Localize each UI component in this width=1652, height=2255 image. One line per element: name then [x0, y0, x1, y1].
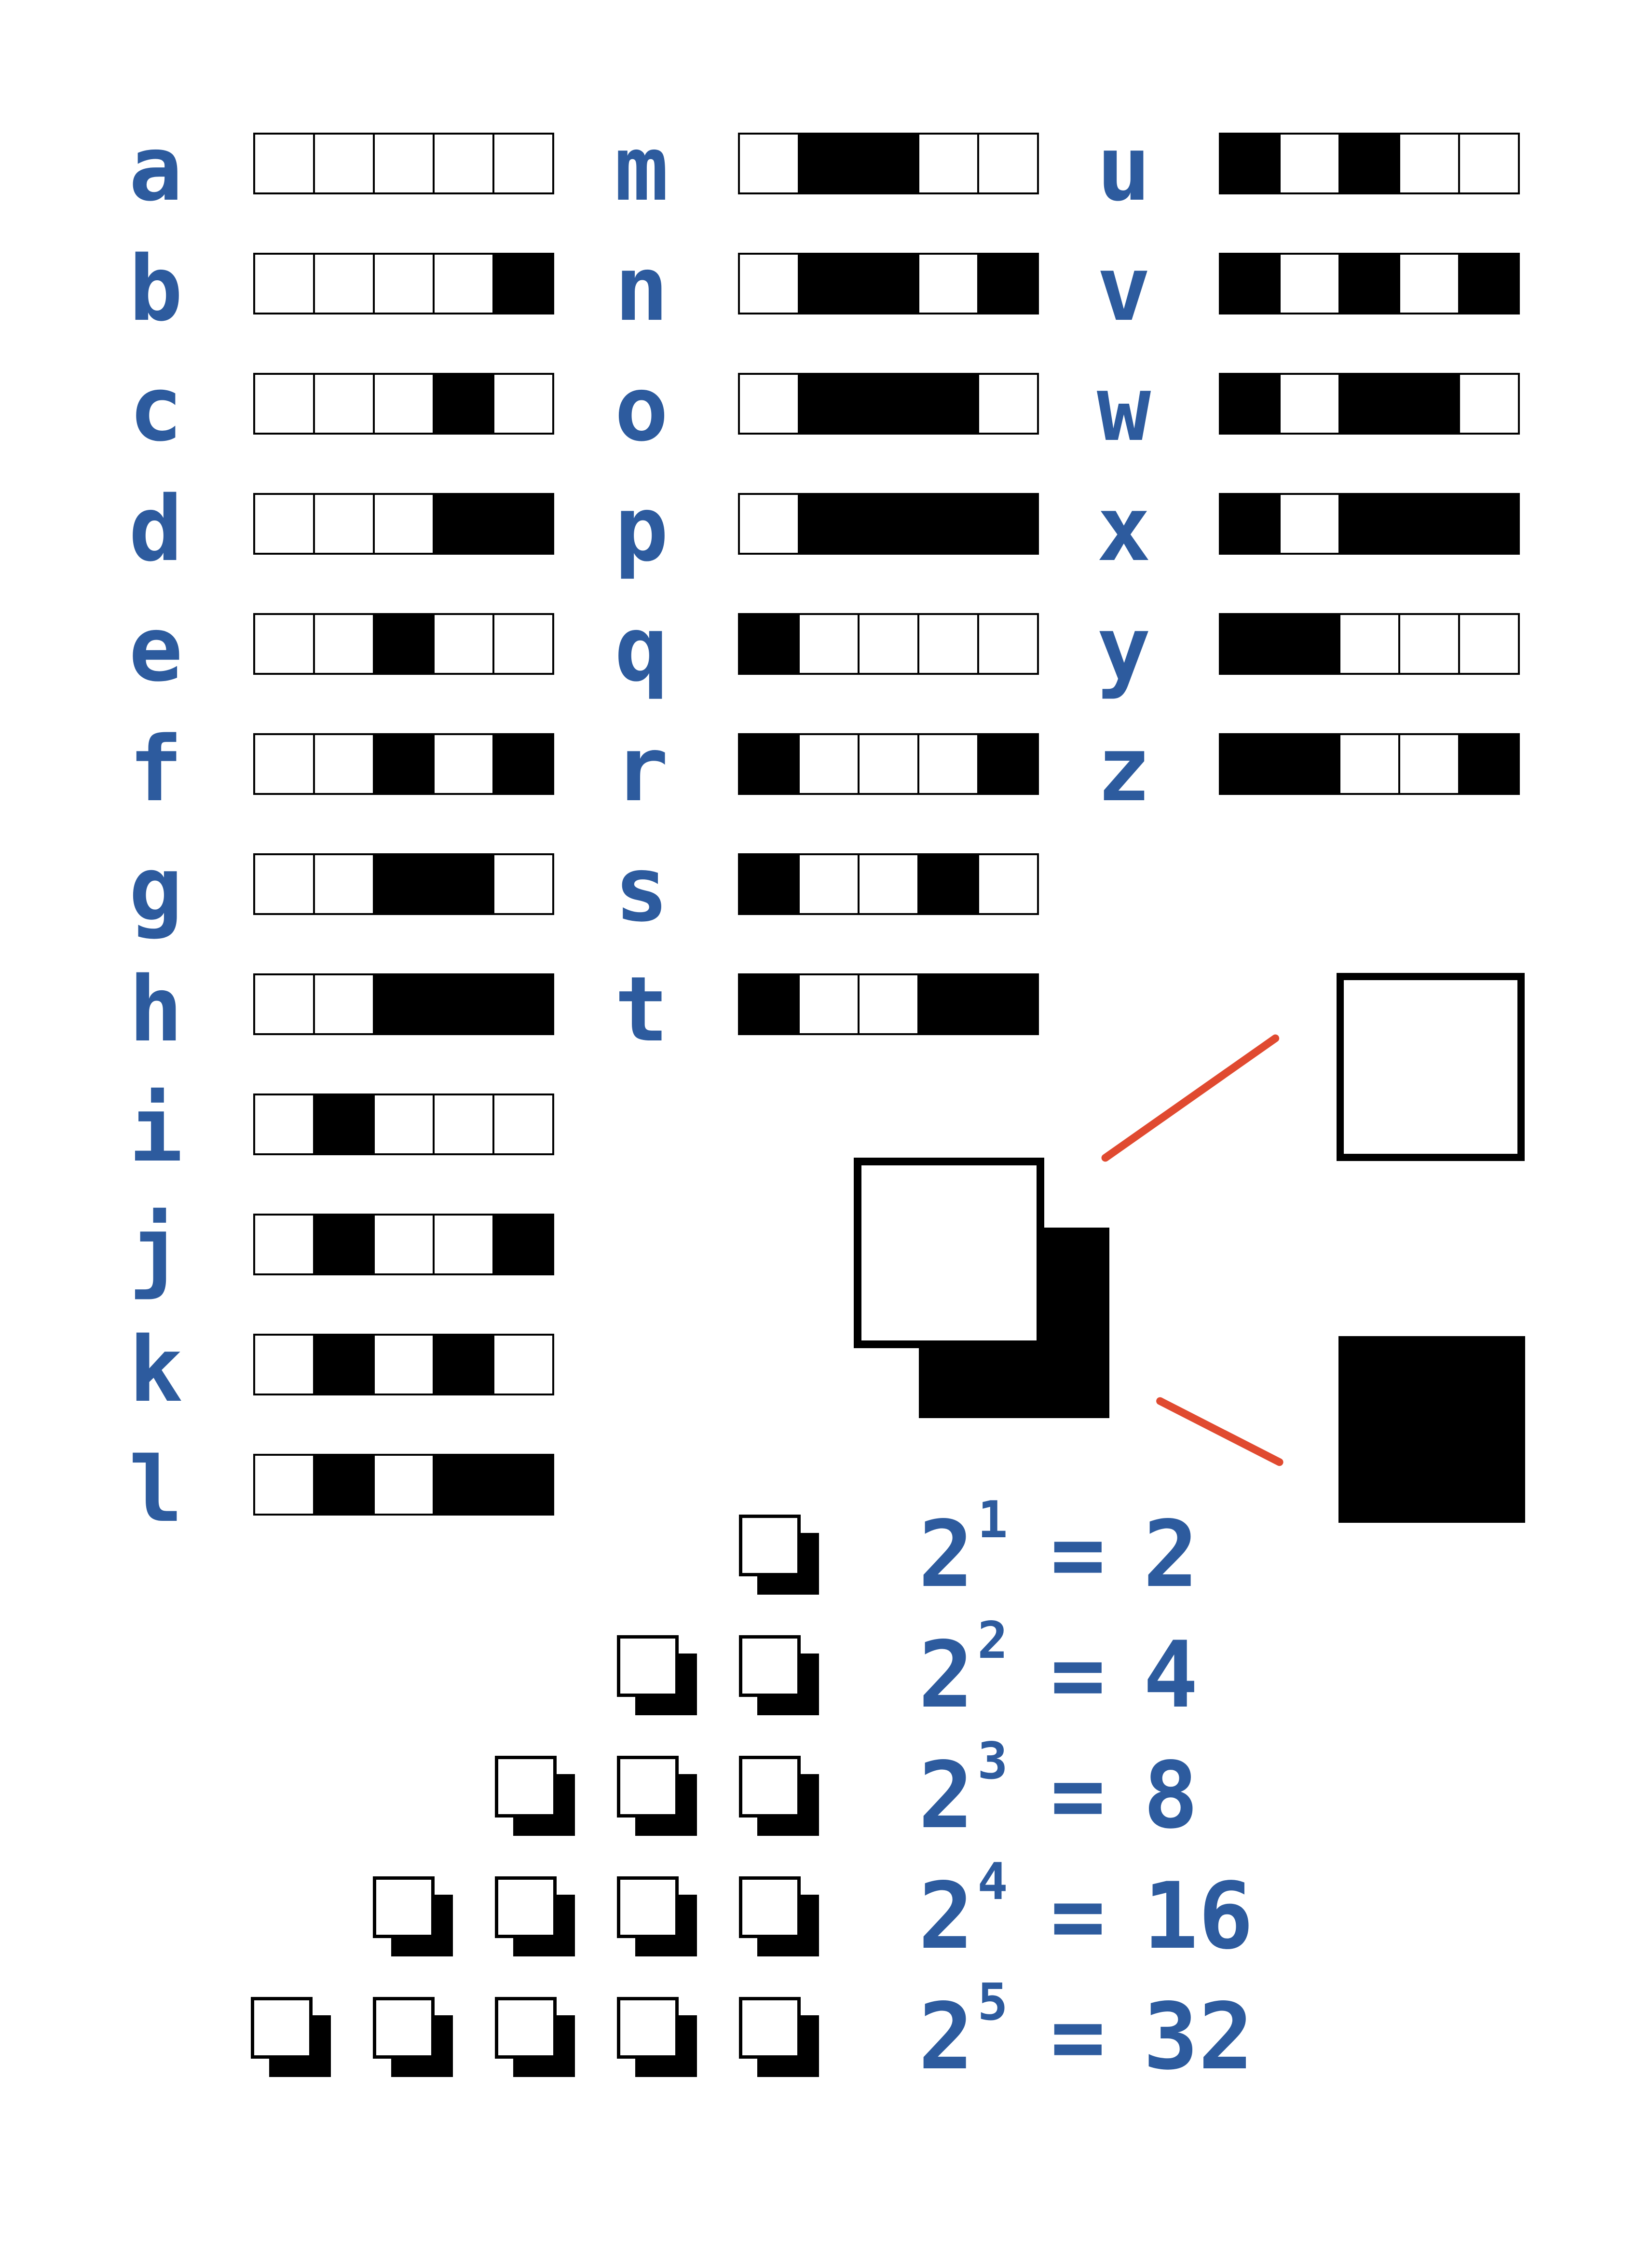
filled-square-bit	[1219, 613, 1281, 675]
filled-square-bit	[917, 373, 979, 435]
filled-square-bit	[1219, 373, 1281, 435]
filled-square-bit	[798, 253, 860, 314]
empty-square-face-icon	[617, 1756, 679, 1818]
filled-square-bit	[313, 1214, 375, 1275]
alphabet-letter-j: j	[129, 1197, 183, 1302]
alphabet-letter-t: t	[614, 957, 669, 1062]
empty-square-face-icon	[617, 1876, 679, 1938]
equation-exponent: 2	[977, 1611, 1008, 1670]
overlapped-squares-icon	[373, 1876, 453, 1956]
alphabet-letter-x: x	[1097, 477, 1151, 581]
empty-square-bit	[1398, 613, 1460, 675]
bit-row-s	[738, 853, 1039, 915]
filled-square-bit	[798, 133, 860, 194]
empty-square-bit	[738, 133, 800, 194]
filled-square-bit	[433, 973, 494, 1035]
empty-square-face-icon	[373, 1997, 435, 2059]
empty-square-bit	[1398, 253, 1460, 314]
equation-result: 2	[1143, 1501, 1199, 1608]
empty-square-bit	[917, 613, 979, 675]
equation-base: 2	[918, 1863, 974, 1969]
empty-square-bit	[373, 1214, 435, 1275]
empty-square-face-icon	[495, 1876, 557, 1938]
bit-row-v	[1219, 253, 1520, 314]
alphabet-letter-f: f	[129, 717, 183, 821]
alphabet-letter-e: e	[129, 597, 183, 701]
empty-square-bit	[253, 1093, 315, 1155]
empty-square-bit	[1458, 133, 1520, 194]
power-equation-2^1	[918, 1490, 1199, 1608]
filled-square-bit	[492, 1214, 554, 1275]
empty-square-bit	[858, 733, 919, 795]
alphabet-letter-n: n	[614, 236, 669, 341]
empty-square-bit	[373, 133, 435, 194]
bit-row-l	[253, 1454, 554, 1516]
empty-square-bit	[373, 373, 435, 435]
filled-square-bit	[738, 613, 800, 675]
filled-square-bit	[1219, 253, 1281, 314]
equals-sign: =	[1050, 1622, 1106, 1728]
equals-sign: =	[1050, 1983, 1106, 2090]
alphabet-letter-w: w	[1097, 356, 1151, 461]
filled-square-bit	[373, 613, 435, 675]
empty-square-face-icon	[739, 1635, 801, 1697]
bit-row-k	[253, 1334, 554, 1395]
empty-square-bit	[313, 853, 375, 915]
empty-square-bit	[977, 373, 1039, 435]
empty-square-bit	[1279, 493, 1340, 555]
alphabet-letter-b: b	[129, 236, 183, 341]
empty-square-face-icon	[739, 1515, 801, 1576]
bit-row-z	[1219, 733, 1520, 795]
filled-square-bit	[1458, 733, 1520, 795]
empty-square-face-icon	[617, 1635, 679, 1697]
overlapped-squares-icon	[373, 1997, 453, 2077]
empty-square-bit	[1279, 253, 1340, 314]
equals-sign: =	[1050, 1863, 1106, 1969]
bit-row-m	[738, 133, 1039, 194]
overlapped-squares-icon	[251, 1997, 331, 2077]
filled-square-bit	[977, 733, 1039, 795]
empty-square-bit	[433, 133, 494, 194]
bit-row-y	[1219, 613, 1520, 675]
empty-square-bit	[977, 133, 1039, 194]
empty-square-bit	[313, 973, 375, 1035]
filled-square-bit	[1279, 733, 1340, 795]
empty-square-front-icon	[854, 1158, 1044, 1348]
bit-row-n	[738, 253, 1039, 314]
overlapped-squares-icon	[495, 1756, 575, 1836]
filled-square-bit	[977, 253, 1039, 314]
empty-square-bit	[373, 1334, 435, 1395]
filled-square-bit	[373, 973, 435, 1035]
filled-square-bit	[433, 373, 494, 435]
filled-square-bit	[738, 973, 800, 1035]
overlapped-squares-icon	[739, 1997, 819, 2077]
filled-square-bit	[1458, 253, 1520, 314]
bit-row-e	[253, 613, 554, 675]
empty-square-bit	[492, 133, 554, 194]
legend-connector-line-top	[1100, 1033, 1281, 1163]
empty-square-bit	[313, 253, 375, 314]
bit-row-h	[253, 973, 554, 1035]
power-equation-2^2	[918, 1611, 1199, 1728]
filled-square-bit	[858, 133, 919, 194]
filled-square-bit	[433, 1334, 494, 1395]
empty-square-face-icon	[251, 1997, 313, 2059]
equals-sign: =	[1050, 1742, 1106, 1849]
empty-square-bit	[738, 373, 800, 435]
equation-base: 2	[918, 1501, 974, 1608]
empty-square-bit	[798, 973, 860, 1035]
filled-square-bit	[1219, 733, 1281, 795]
bit-row-a	[253, 133, 554, 194]
alphabet-letter-c: c	[129, 356, 183, 461]
overlapped-squares-icon	[617, 1876, 697, 1956]
filled-square-bit	[917, 493, 979, 555]
empty-square-bit	[313, 733, 375, 795]
empty-square-bit	[433, 613, 494, 675]
empty-square-bit	[253, 1454, 315, 1516]
filled-square-bit	[313, 1093, 375, 1155]
empty-square-bit	[253, 613, 315, 675]
filled-square-bit	[798, 493, 860, 555]
empty-square-face-icon	[739, 1756, 801, 1818]
overlapped-squares-icon	[617, 1997, 697, 2077]
filled-square-bit	[1398, 373, 1460, 435]
bit-row-d	[253, 493, 554, 555]
filled-square-bit	[1338, 493, 1400, 555]
filled-square-bit	[433, 493, 494, 555]
empty-square-bit	[433, 1093, 494, 1155]
filled-square-bit	[738, 733, 800, 795]
filled-square-bit	[858, 373, 919, 435]
filled-square-bit	[373, 853, 435, 915]
empty-square-bit	[492, 1093, 554, 1155]
filled-square-bit	[1338, 373, 1400, 435]
empty-square-face-icon	[739, 1876, 801, 1938]
filled-square-bit	[373, 733, 435, 795]
empty-square-bit	[492, 853, 554, 915]
power-equation-2^3	[918, 1731, 1199, 1849]
bit-row-t	[738, 973, 1039, 1035]
filled-square-bit	[1338, 253, 1400, 314]
overlapped-squares-icon	[495, 1997, 575, 2077]
filled-square-bit	[492, 1454, 554, 1516]
empty-square-bit	[313, 613, 375, 675]
equation-result: 4	[1143, 1622, 1199, 1728]
empty-square-bit	[253, 853, 315, 915]
equals-sign: =	[1050, 1501, 1106, 1608]
empty-square-bit	[858, 613, 919, 675]
equation-base: 2	[918, 1622, 974, 1728]
bit-row-q	[738, 613, 1039, 675]
alphabet-letter-d: d	[129, 477, 183, 581]
empty-square-bit	[1398, 733, 1460, 795]
alphabet-letter-i: i	[129, 1077, 183, 1182]
overlapped-squares-icon	[495, 1876, 575, 1956]
bit-row-r	[738, 733, 1039, 795]
equation-result: 8	[1143, 1742, 1199, 1849]
empty-square-bit	[858, 973, 919, 1035]
bit-row-o	[738, 373, 1039, 435]
filled-square-bit	[798, 373, 860, 435]
bit-row-c	[253, 373, 554, 435]
empty-square-bit	[1398, 133, 1460, 194]
empty-square-bit	[917, 133, 979, 194]
filled-square-bit	[492, 973, 554, 1035]
overlapped-squares-icon	[739, 1515, 819, 1595]
empty-square-bit	[492, 373, 554, 435]
bit-row-g	[253, 853, 554, 915]
filled-square-bit	[492, 493, 554, 555]
alphabet-letter-p: p	[614, 477, 669, 581]
filled-square-bit	[1219, 133, 1281, 194]
empty-square-bit	[433, 1214, 494, 1275]
empty-square-bit	[253, 973, 315, 1035]
filled-square-bit	[1398, 493, 1460, 555]
filled-square-bit	[917, 853, 979, 915]
empty-square-bit	[253, 1214, 315, 1275]
alphabet-letter-a: a	[129, 116, 183, 221]
empty-square-bit	[433, 253, 494, 314]
overlapped-squares-icon	[739, 1876, 819, 1956]
alphabet-letter-l: l	[129, 1437, 183, 1542]
empty-square-bit	[738, 253, 800, 314]
filled-square-bit	[492, 253, 554, 314]
filled-square-bit	[433, 1454, 494, 1516]
empty-square-bit	[253, 253, 315, 314]
empty-square-bit	[798, 613, 860, 675]
empty-square-bit	[253, 373, 315, 435]
overlapped-squares-icon	[617, 1635, 697, 1715]
bit-row-p	[738, 493, 1039, 555]
bit-row-j	[253, 1214, 554, 1275]
alphabet-letter-k: k	[129, 1317, 183, 1422]
empty-square-bit	[313, 373, 375, 435]
empty-square-bit	[313, 133, 375, 194]
equation-result: 16	[1143, 1863, 1254, 1969]
empty-square-bit	[1338, 733, 1400, 795]
empty-square-bit	[917, 733, 979, 795]
empty-square-bit	[798, 853, 860, 915]
empty-square-bit	[433, 733, 494, 795]
empty-square-bit	[253, 1334, 315, 1395]
empty-square-bit	[1458, 613, 1520, 675]
empty-square-bit	[738, 493, 800, 555]
empty-square-large-icon	[1337, 973, 1525, 1161]
empty-square-face-icon	[373, 1876, 435, 1938]
alphabet-letter-o: o	[614, 356, 669, 461]
empty-square-bit	[1458, 373, 1520, 435]
empty-square-face-icon	[739, 1997, 801, 2059]
empty-square-bit	[492, 1334, 554, 1395]
filled-square-bit	[977, 493, 1039, 555]
empty-square-bit	[492, 613, 554, 675]
empty-square-bit	[1338, 613, 1400, 675]
equation-exponent: 4	[977, 1852, 1008, 1911]
empty-square-bit	[373, 1454, 435, 1516]
empty-square-face-icon	[617, 1997, 679, 2059]
filled-square-bit	[917, 973, 979, 1035]
bit-row-w	[1219, 373, 1520, 435]
bit-row-b	[253, 253, 554, 314]
alphabet-letter-h: h	[129, 957, 183, 1062]
filled-square-bit	[313, 1334, 375, 1395]
filled-square-bit	[1279, 613, 1340, 675]
filled-square-bit	[1219, 493, 1281, 555]
empty-square-face-icon	[495, 1997, 557, 2059]
empty-square-bit	[917, 253, 979, 314]
alphabet-letter-q: q	[614, 597, 669, 701]
empty-square-bit	[253, 733, 315, 795]
filled-square-bit	[858, 253, 919, 314]
alphabet-letter-y: y	[1097, 597, 1151, 701]
alphabet-letter-m: m	[614, 116, 669, 221]
overlapped-squares-icon	[617, 1756, 697, 1836]
empty-square-bit	[858, 853, 919, 915]
empty-square-bit	[373, 493, 435, 555]
bit-row-u	[1219, 133, 1520, 194]
power-equation-2^5	[918, 1972, 1254, 2090]
empty-square-face-icon	[495, 1756, 557, 1818]
legend-connector-line-bottom	[1155, 1396, 1284, 1467]
power-equation-2^4	[918, 1852, 1254, 1969]
filled-square-bit	[858, 493, 919, 555]
empty-square-bit	[798, 733, 860, 795]
empty-square-bit	[253, 133, 315, 194]
equation-base: 2	[918, 1983, 974, 2090]
alphabet-letter-u: u	[1097, 116, 1151, 221]
empty-square-bit	[1279, 373, 1340, 435]
alphabet-letter-s: s	[614, 837, 669, 942]
equation-result: 32	[1143, 1983, 1254, 2090]
alphabet-letter-r: r	[614, 717, 669, 821]
empty-square-bit	[253, 493, 315, 555]
equation-base: 2	[918, 1742, 974, 1849]
alphabet-letter-z: z	[1097, 717, 1151, 821]
filled-square-bit	[433, 853, 494, 915]
empty-square-bit	[313, 493, 375, 555]
filled-square-bit	[738, 853, 800, 915]
empty-square-bit	[1279, 133, 1340, 194]
overlapped-squares-icon	[739, 1635, 819, 1715]
alphabet-letter-v: v	[1097, 236, 1151, 341]
bit-row-f	[253, 733, 554, 795]
equation-exponent: 3	[977, 1731, 1008, 1790]
bit-row-i	[253, 1093, 554, 1155]
filled-square-bit	[977, 973, 1039, 1035]
equation-exponent: 5	[977, 1972, 1008, 2032]
bit-row-x	[1219, 493, 1520, 555]
filled-square-bit	[1458, 493, 1520, 555]
empty-square-bit	[373, 253, 435, 314]
empty-square-bit	[977, 613, 1039, 675]
filled-square-bit	[492, 733, 554, 795]
equation-exponent: 1	[977, 1490, 1008, 1549]
filled-square-bit	[313, 1454, 375, 1516]
alphabet-letter-g: g	[129, 837, 183, 942]
overlapped-squares-icon	[739, 1756, 819, 1836]
empty-square-bit	[373, 1093, 435, 1155]
empty-square-bit	[977, 853, 1039, 915]
filled-square-large-icon	[1338, 1336, 1525, 1523]
filled-square-bit	[1338, 133, 1400, 194]
